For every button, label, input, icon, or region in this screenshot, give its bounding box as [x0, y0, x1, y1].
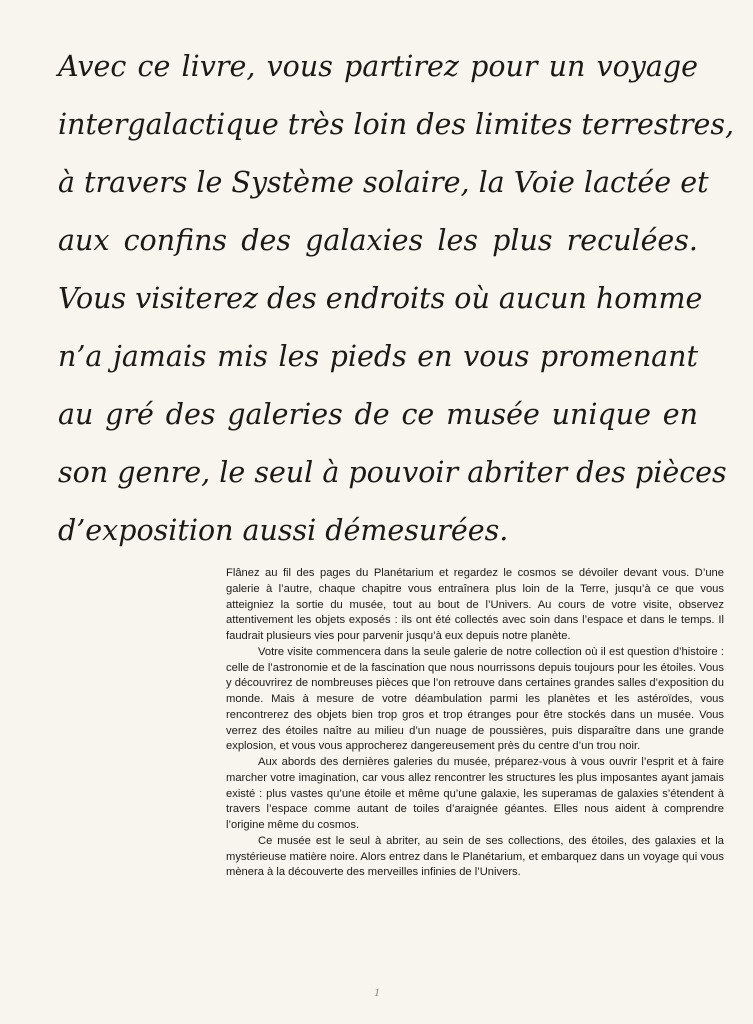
body-paragraph: Aux abords des dernières galeries du musée, préparez-vous à vous ouvrir l’esprit et à faire marcher votre imagination, car vous allez rencontrer les structures les plus imposantes ayant jamais existé : plus vastes qu’une étoile et même qu’une galaxie, les superamas de galaxies s’étendent à travers l’espace comme autant de toiles d’araignée géantes. Elles nous aident à comprendre l’origine même du cosmos.	[226, 756, 724, 831]
intro-line: d’exposition aussi démesurées.	[58, 514, 509, 547]
intro-line: n’a jamais mis les pieds en vous promenant	[58, 340, 698, 373]
body-text	[226, 566, 724, 881]
intro-line: aux confins des galaxies les plus reculées.	[58, 224, 698, 257]
intro-line: à travers le Système solaire, la Voie lactée et	[58, 166, 709, 199]
body-paragraph: Flânez au fil des pages du Planétarium et regardez le cosmos se dévoiler devant vous. D’une galerie à l’autre, chaque chapitre vous entraînera plus loin de la Terre, jusqu’à ce que vous atteigniez la sortie du musée, tout au bout de l’Univers. Au cours de votre visite, observez attentivement les objets exposés : ils ont été collectés avec soin dans l’espace et dans le temps. Il faudrait plusieurs vies pour parvenir jusqu’à eux depuis notre planète.	[226, 567, 724, 642]
intro-text	[58, 38, 735, 560]
body-paragraph: Ce musée est le seul à abriter, au sein de ses collections, des étoiles, des galaxies et la mystérieuse matière noire. Alors entrez dans le Planétarium, et embarquez dans un voyage qui vous mènera à la découverte des merveilles infinies de l’Univers.	[226, 834, 724, 879]
page-number: 1	[374, 985, 380, 999]
intro-line: Avec ce livre, vous partirez pour un voyage	[58, 50, 698, 83]
body-paragraph: Votre visite commencera dans la seule galerie de notre collection où il est question d’histoire : celle de l’astronomie et de la fascination que nous nourrissons depuis toujours pour les étoiles. Vous y découvrirez de nombreuses pièces que l’on retrouve dans certaines grandes salles d’exposition du monde. Mais à mesure de votre déambulation parmi les planètes et les astéroïdes, vous rencontrerez des objets bien trop gros et trop étranges pour être stockés dans un musée. Vous verrez des étoiles naître au milieu d’un nuage de poussières, puis disparaître dans une grande explosion, et vous vous approcherez dangereusement près du centre d’un trou noir.	[226, 645, 724, 753]
intro-line: intergalactique très loin des limites terrestres,	[58, 108, 735, 141]
intro-line: au gré des galeries de ce musée unique en	[58, 398, 698, 431]
intro-line: Vous visiterez des endroits où aucun homme	[58, 282, 703, 315]
intro-line: son genre, le seul à pouvoir abriter des pièces	[58, 456, 727, 489]
